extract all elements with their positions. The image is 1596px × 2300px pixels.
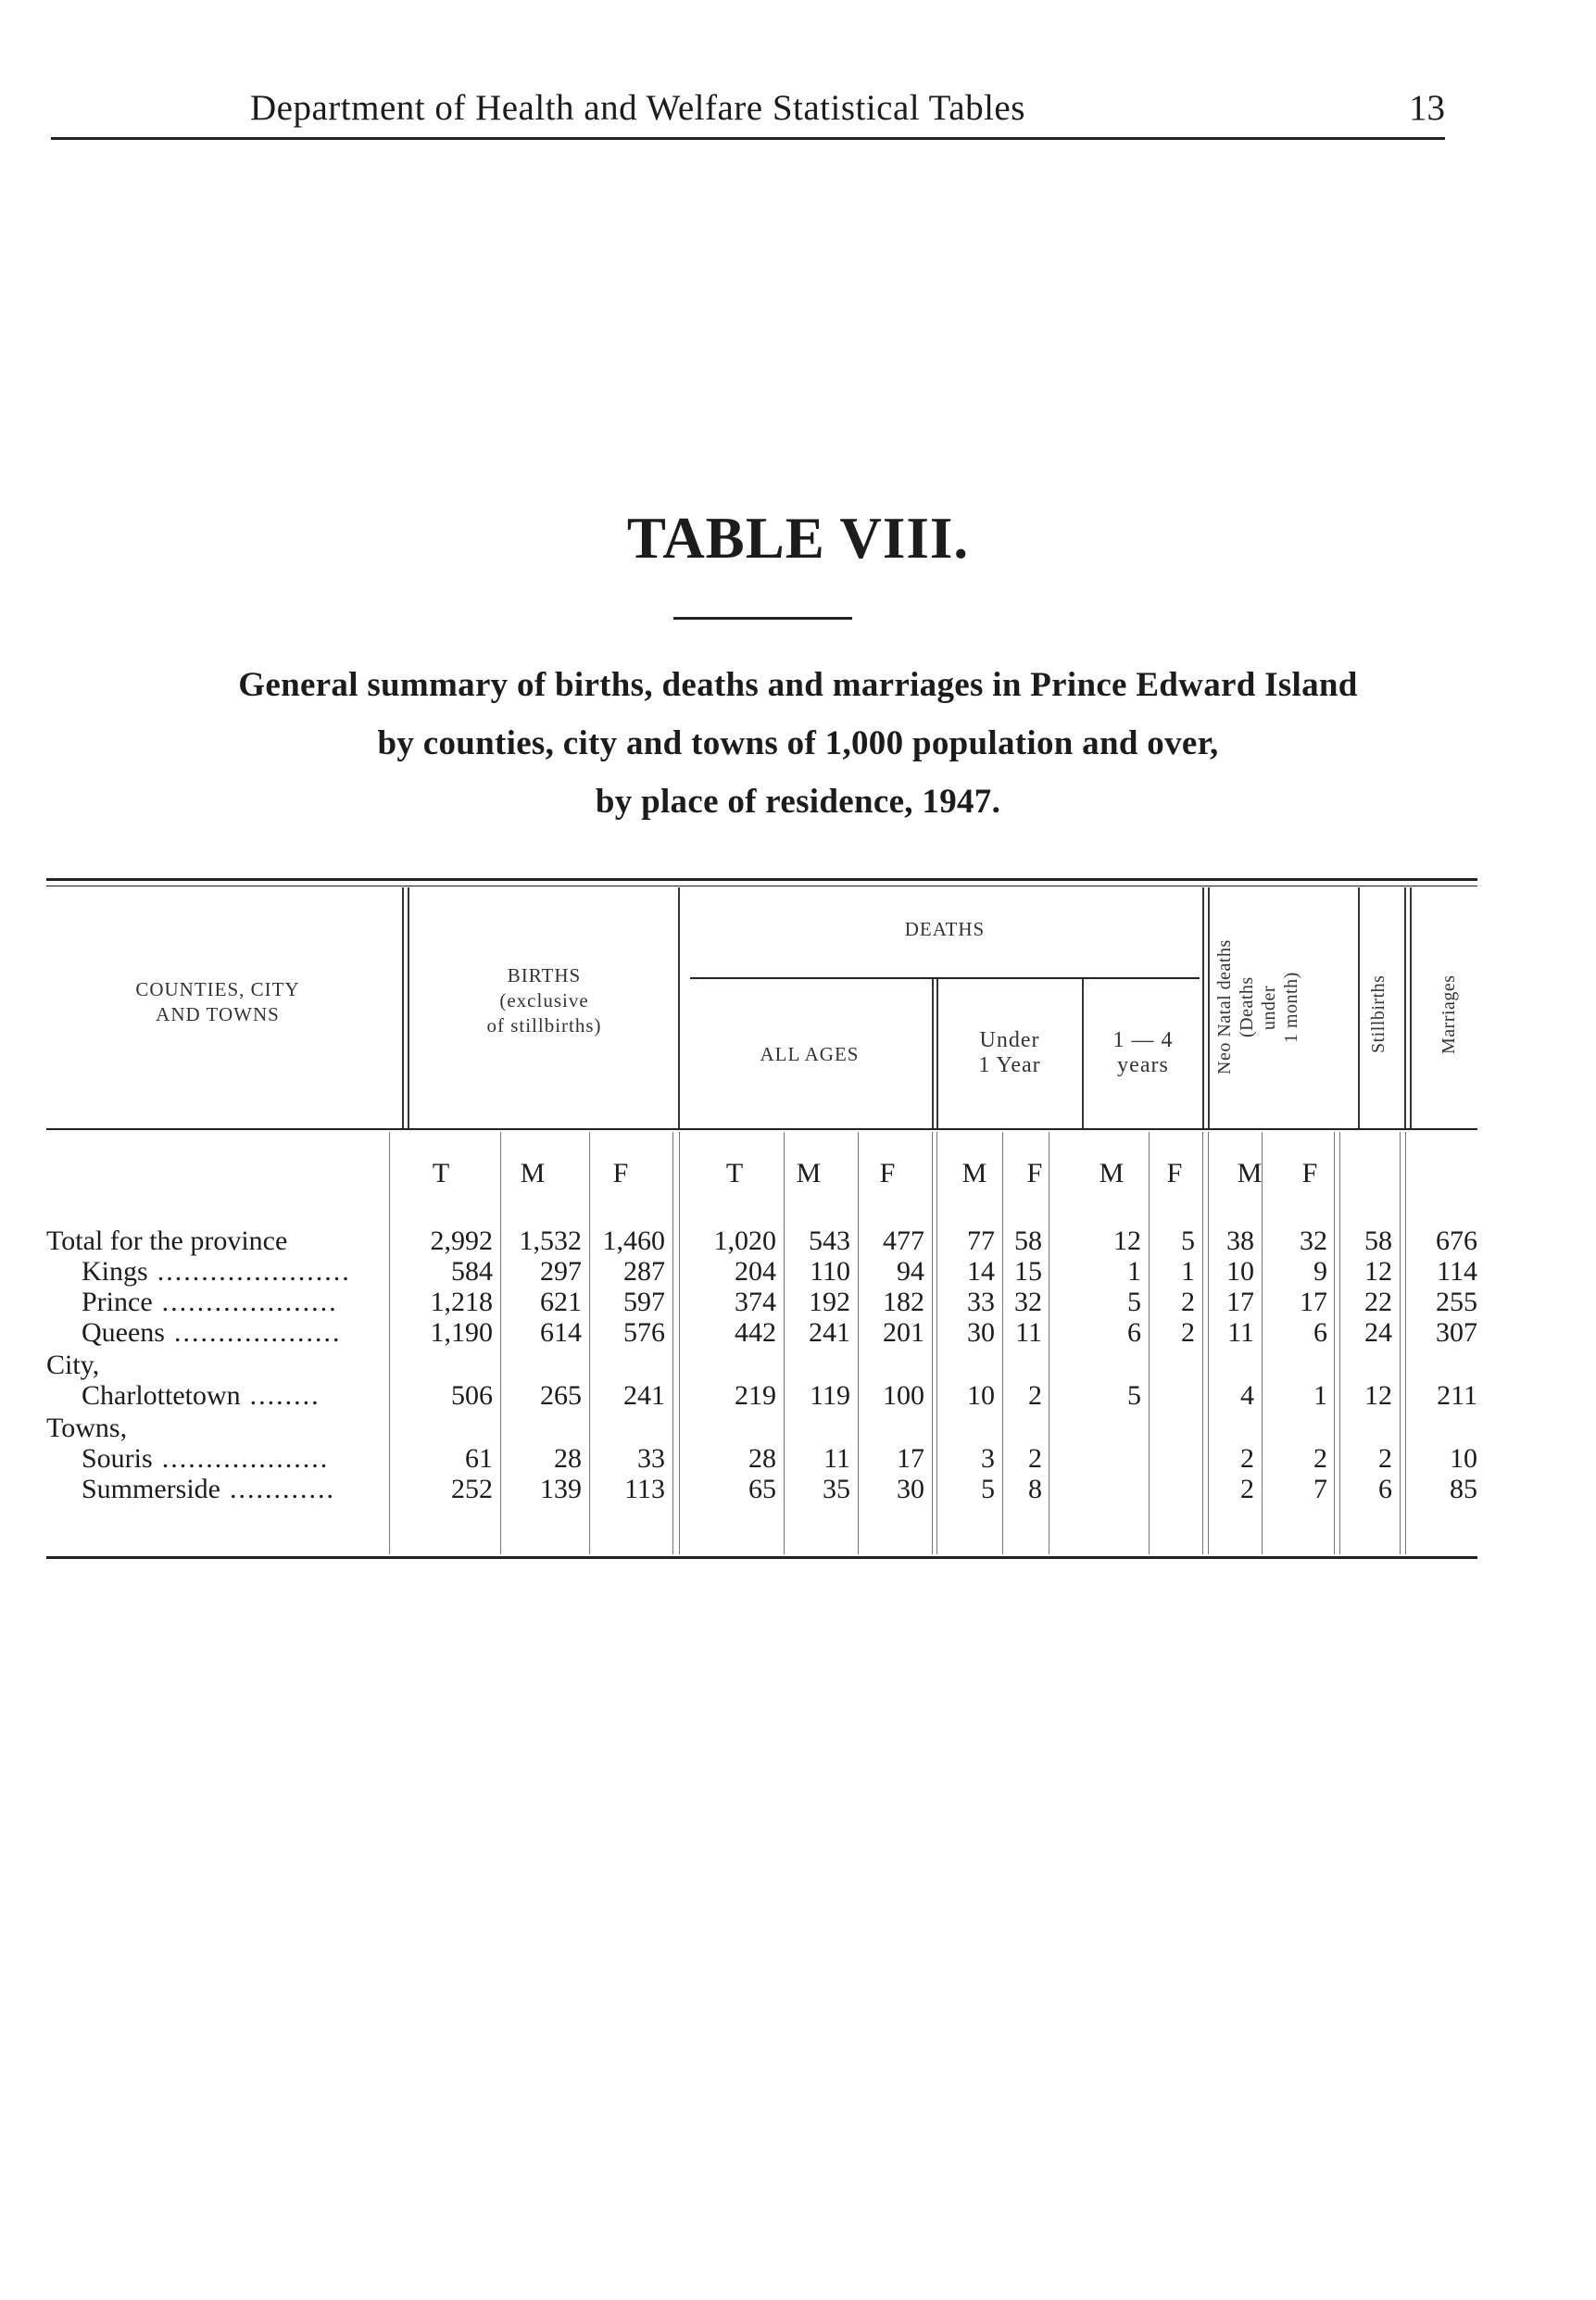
- table-cell: 477: [883, 1225, 924, 1256]
- header-divider: [1082, 979, 1084, 1128]
- row-label: [82, 1443, 329, 1475]
- sub-header-cell: M: [1237, 1158, 1263, 1188]
- table-cell: 614: [540, 1317, 582, 1348]
- header-divider: [1404, 887, 1406, 1128]
- table-cell: 33: [637, 1443, 665, 1474]
- table-cell: 14: [967, 1256, 995, 1287]
- table-cell: 255: [1436, 1287, 1477, 1317]
- table-cell: 374: [735, 1287, 776, 1317]
- table-cell: 110: [810, 1256, 850, 1287]
- table-cell: 17: [1226, 1287, 1254, 1317]
- neo-natal-deaths-header: Neo Natal deaths (Deaths under 1 month): [1214, 939, 1301, 1075]
- under-1-year-header: Under 1 Year: [978, 1028, 1041, 1077]
- header-divider: [1410, 887, 1412, 1128]
- table-cell: 442: [735, 1317, 776, 1348]
- table-cell: 94: [897, 1256, 924, 1287]
- column-divider: [932, 1132, 933, 1554]
- table-cell: 12: [1113, 1225, 1141, 1256]
- table-cell: 1: [1313, 1380, 1327, 1411]
- table-cell: 201: [883, 1317, 924, 1348]
- row-label: [82, 1474, 335, 1505]
- table-cell: 58: [1364, 1225, 1392, 1256]
- row-label-text: Kings: [82, 1256, 148, 1287]
- table-cell: 2,992: [430, 1225, 493, 1256]
- sub-header-cell: F: [879, 1158, 896, 1188]
- caption-line-3: by place of residence, 1947.: [595, 783, 1001, 821]
- table-cell: 6: [1313, 1317, 1327, 1348]
- row-label-text: City,: [46, 1350, 100, 1380]
- column-divider: [1208, 1132, 1209, 1554]
- table-cell: 5: [1181, 1225, 1195, 1256]
- deaths-rule: [690, 977, 1200, 979]
- table-cell: 5: [1127, 1287, 1141, 1317]
- header-divider: [1202, 887, 1204, 1128]
- running-title: Department of Health and Welfare Statistical Tables: [250, 88, 1025, 128]
- table-cell: 119: [810, 1380, 850, 1411]
- table-cell: 11: [1227, 1317, 1254, 1348]
- row-label-text: Towns,: [46, 1413, 128, 1443]
- table-cell: 219: [735, 1380, 776, 1411]
- table-cell: 297: [540, 1256, 582, 1287]
- column-divider: [1202, 1132, 1203, 1554]
- table-cell: 32: [1300, 1225, 1327, 1256]
- column-divider: [1339, 1132, 1340, 1554]
- table-cell: 543: [809, 1225, 850, 1256]
- column-divider: [936, 1132, 937, 1554]
- leader-dots: ....................: [161, 1287, 338, 1317]
- column-divider: [1400, 1132, 1401, 1554]
- table-title: TABLE VIII.: [626, 506, 970, 571]
- table-cell: 17: [897, 1443, 924, 1474]
- table-cell: 6: [1378, 1474, 1392, 1504]
- table-cell: 38: [1226, 1225, 1254, 1256]
- sub-header-cell: F: [1301, 1158, 1318, 1188]
- table-bottom-rule: [46, 1556, 1477, 1559]
- table-cell: 2: [1378, 1443, 1392, 1474]
- table-cell: 77: [967, 1225, 995, 1256]
- running-header: [51, 82, 1445, 140]
- row-label-text: Queens: [82, 1317, 165, 1348]
- table-cell: 5: [981, 1474, 995, 1504]
- table-cell: 621: [540, 1287, 582, 1317]
- column-divider: [1405, 1132, 1406, 1554]
- table-cell: 3: [981, 1443, 995, 1474]
- leader-dots: ............: [230, 1474, 335, 1504]
- table-cell: 10: [1450, 1443, 1477, 1474]
- caption-line-2: by counties, city and towns of 1,000 population and over,: [377, 724, 1219, 762]
- table-cell: 10: [1226, 1256, 1254, 1287]
- table-cell: 30: [897, 1474, 924, 1504]
- table-cell: 4: [1240, 1380, 1254, 1411]
- header-divider: [1358, 887, 1360, 1128]
- column-divider: [389, 1132, 390, 1554]
- table-cell: 22: [1364, 1287, 1392, 1317]
- table-cell: 58: [1014, 1225, 1042, 1256]
- column-divider: [1334, 1132, 1335, 1554]
- leader-dots: ...................: [161, 1443, 330, 1474]
- table-cell: 1,190: [430, 1317, 493, 1348]
- table-cell: 287: [623, 1256, 665, 1287]
- table-cell: 32: [1014, 1287, 1042, 1317]
- title-rule: [673, 617, 852, 620]
- row-label-text: Total for the province: [46, 1225, 288, 1256]
- table-cell: 265: [540, 1380, 582, 1411]
- table-cell: 113: [624, 1474, 665, 1504]
- table-cell: 241: [623, 1380, 665, 1411]
- table-cell: 1,532: [519, 1225, 582, 1256]
- row-label: [46, 1413, 136, 1444]
- table-cell: 17: [1300, 1287, 1327, 1317]
- table-cell: 211: [1437, 1380, 1477, 1411]
- row-label-text: Charlottetown: [82, 1380, 241, 1411]
- sub-header-cell: M: [796, 1158, 822, 1188]
- table-cell: 24: [1364, 1317, 1392, 1348]
- column-divider: [679, 1132, 680, 1554]
- column-divider: [500, 1132, 501, 1554]
- table-cell: 241: [809, 1317, 850, 1348]
- table-cell: 65: [748, 1474, 776, 1504]
- table-cell: 2: [1181, 1317, 1195, 1348]
- sub-header-cell: M: [961, 1158, 987, 1188]
- table-cell: 2: [1240, 1443, 1254, 1474]
- header-divider: [932, 979, 934, 1128]
- sub-header-cell: M: [1099, 1158, 1125, 1188]
- table-cell: 2: [1181, 1287, 1195, 1317]
- table-cell: 28: [554, 1443, 582, 1474]
- table-cell: 8: [1028, 1474, 1042, 1504]
- table-cell: 33: [967, 1287, 995, 1317]
- table-cell: 182: [883, 1287, 924, 1317]
- caption-line-1: General summary of births, deaths and marriages in Prince Edward Island: [238, 666, 1358, 704]
- sub-header-cell: F: [612, 1158, 629, 1188]
- table-cell: 1,020: [713, 1225, 776, 1256]
- table-cell: 252: [451, 1474, 493, 1504]
- table-cell: 100: [883, 1380, 924, 1411]
- table-cell: 2: [1028, 1443, 1042, 1474]
- column-divider: [1002, 1132, 1003, 1554]
- row-label: [46, 1225, 296, 1257]
- table-cell: 11: [823, 1443, 850, 1474]
- row-label-text: Souris: [82, 1443, 153, 1474]
- row-label: [82, 1287, 338, 1318]
- header-divider: [936, 979, 938, 1128]
- table-cell: 1: [1181, 1256, 1195, 1287]
- table-cell: 5: [1127, 1380, 1141, 1411]
- leader-dots: ...................: [173, 1317, 342, 1348]
- row-label: [82, 1380, 320, 1412]
- row-label: [82, 1317, 341, 1349]
- table-cell: 11: [1015, 1317, 1042, 1348]
- table-cell: 192: [809, 1287, 850, 1317]
- table-cell: 2: [1313, 1443, 1327, 1474]
- stub-header: COUNTIES, CITY AND TOWNS: [135, 978, 300, 1025]
- header-bottom-rule: [46, 1128, 1477, 1130]
- leader-dots: ......................: [157, 1256, 351, 1287]
- table-cell: 506: [451, 1380, 493, 1411]
- sub-header-cell: T: [725, 1158, 744, 1188]
- table-cell: 12: [1364, 1256, 1392, 1287]
- table-cell: 114: [1437, 1256, 1477, 1287]
- table-cell: 139: [540, 1474, 582, 1504]
- table-cell: 85: [1450, 1474, 1477, 1504]
- table-cell: 204: [735, 1256, 776, 1287]
- sub-header-cell: M: [520, 1158, 546, 1188]
- table-cell: 9: [1313, 1256, 1327, 1287]
- sub-header-cell: F: [1166, 1158, 1183, 1188]
- table-cell: 28: [748, 1443, 776, 1474]
- column-divider: [1262, 1132, 1263, 1554]
- column-divider: [589, 1132, 590, 1554]
- table-cell: 2: [1028, 1380, 1042, 1411]
- all-ages-header: ALL AGES: [760, 1043, 860, 1065]
- table-cell: 307: [1436, 1317, 1477, 1348]
- table-cell: 1,218: [430, 1287, 493, 1317]
- column-divider: [672, 1132, 673, 1554]
- table-cell: 7: [1313, 1474, 1327, 1504]
- row-label-text: Prince: [82, 1287, 153, 1317]
- table-cell: 12: [1364, 1380, 1392, 1411]
- header-divider: [1208, 887, 1210, 1128]
- stillbirths-header: Stillbirths: [1368, 974, 1389, 1054]
- sub-header-cell: T: [432, 1158, 450, 1188]
- row-label: [82, 1256, 351, 1288]
- page-number: 13: [1409, 88, 1445, 128]
- column-divider: [784, 1132, 785, 1554]
- births-header: BIRTHS (exclusive of stillbirths): [486, 964, 602, 1037]
- table-cell: 576: [623, 1317, 665, 1348]
- column-divider: [858, 1132, 859, 1554]
- table-cell: 10: [967, 1380, 995, 1411]
- table-cell: 61: [465, 1443, 493, 1474]
- leader-dots: ........: [249, 1380, 320, 1411]
- header-divider: [402, 887, 404, 1128]
- table-cell: 35: [823, 1474, 850, 1504]
- row-label-text: Summerside: [82, 1474, 220, 1504]
- table-cell: 30: [967, 1317, 995, 1348]
- table-cell: 597: [623, 1287, 665, 1317]
- marriages-header: Marriages: [1439, 974, 1459, 1054]
- table-cell: 2: [1240, 1474, 1254, 1504]
- row-label: [46, 1350, 108, 1381]
- table-cell: 6: [1127, 1317, 1141, 1348]
- one-to-four-years-header: 1 — 4 years: [1112, 1028, 1174, 1077]
- table-cell: 676: [1436, 1225, 1477, 1256]
- column-divider: [1149, 1132, 1150, 1554]
- table-cell: 1,460: [602, 1225, 665, 1256]
- table-cell: 1: [1127, 1256, 1141, 1287]
- deaths-header: DEATHS: [904, 918, 986, 940]
- table-top-rule: [46, 878, 1477, 881]
- sub-header-cell: F: [1026, 1158, 1043, 1188]
- table-cell: 15: [1014, 1256, 1042, 1287]
- header-divider: [408, 887, 409, 1128]
- table-cell: 584: [451, 1256, 493, 1287]
- header-divider: [678, 887, 680, 1128]
